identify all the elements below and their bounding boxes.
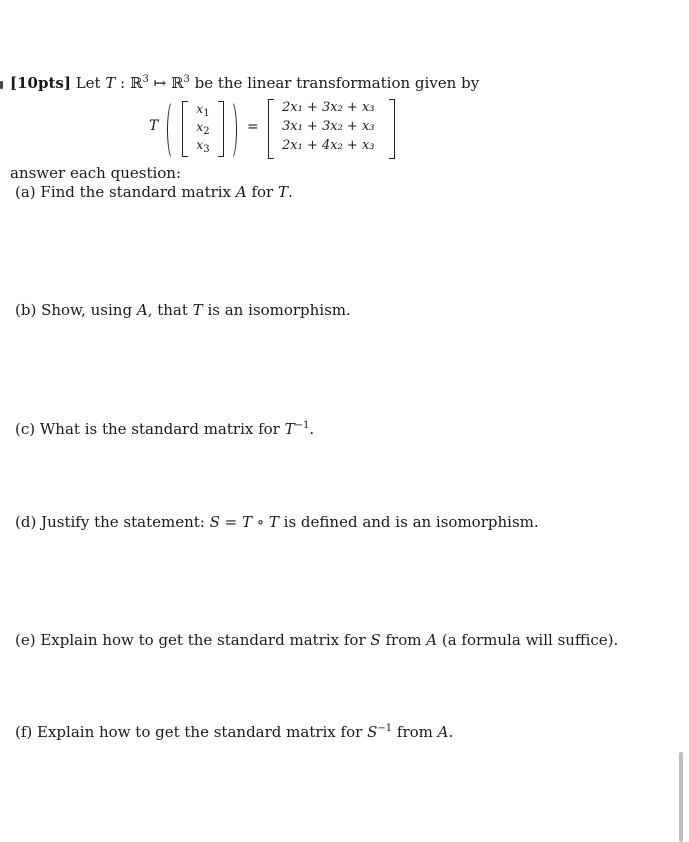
question-e: (e) Explain how to get the standard matrix for S from A (a formula will suffice). — [15, 631, 619, 649]
intro-R2: ℝ — [171, 74, 184, 92]
question-a: (a) Find the standard matrix A for T. — [15, 183, 293, 201]
output-row-1: 2x₁ + 3x₂ + x₃ — [282, 100, 375, 115]
intro-R1: ℝ — [130, 74, 143, 92]
left-edge-marker — [0, 81, 3, 89]
input-x1: $x_1$ — [196, 102, 210, 119]
intro-exp2: 3 — [183, 74, 190, 85]
input-bracket-left — [182, 101, 188, 157]
output-bracket-left — [268, 99, 274, 159]
instruction-text: answer each question: — [10, 164, 182, 182]
equals-sign: = — [247, 119, 259, 135]
right-paren — [225, 100, 237, 160]
output-row-3: 2x₁ + 4x₂ + x₃ — [282, 138, 375, 153]
left-paren — [167, 100, 179, 160]
input-x2: $x_2$ — [196, 120, 210, 137]
question-f: (f) Explain how to get the standard matrix for $S^{-1}$ from A. — [15, 723, 454, 741]
intro-rest: be the linear transformation given by — [194, 74, 480, 92]
output-row-2: 3x₁ + 3x₂ + x₃ — [282, 119, 375, 134]
points-label: [10pts] — [10, 74, 71, 92]
problem-statement — [10, 74, 479, 92]
scrollbar-thumb[interactable] — [679, 752, 683, 842]
input-bracket-right — [218, 101, 224, 157]
output-bracket-right — [389, 99, 395, 159]
intro-let: Let — [75, 74, 101, 92]
question-b: (b) Show, using A, that T is an isomorphism. — [15, 301, 351, 319]
question-d: (d) Justify the statement: S = T ∘ T is defined and is an isomorphism. — [15, 513, 539, 531]
intro-T: T — [105, 74, 116, 92]
equation-T: T — [149, 118, 159, 134]
intro-maps: ↦ — [153, 74, 167, 92]
input-x3: $x_3$ — [196, 138, 210, 155]
intro-colon: : — [120, 74, 126, 92]
intro-exp1: 3 — [142, 74, 149, 85]
question-c: (c) What is the standard matrix for $T^{-1}$. — [15, 420, 315, 438]
